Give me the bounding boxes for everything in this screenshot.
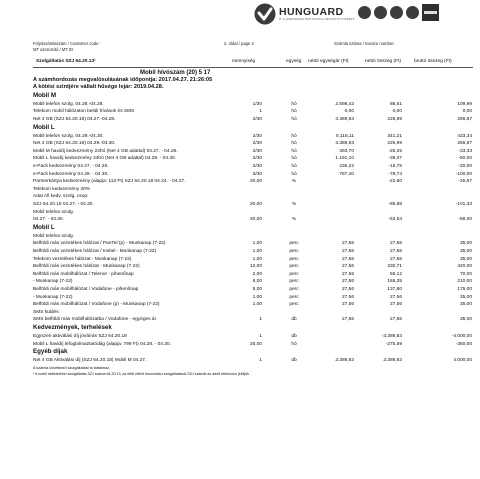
row-description: Mobil telefon szolg. 04.29.-04.30.	[33, 133, 104, 139]
row-quantity: 2/30	[252, 117, 262, 122]
table-row	[0, 77, 480, 84]
row-gross-total: -68,00	[458, 217, 472, 223]
row-net-total: 165,35	[387, 279, 402, 285]
row-description: Net 4 GB Aktiválási díj (SZJ 64.20.18) Mobil M 04.27.	[33, 358, 147, 364]
row-unit: perc	[289, 287, 299, 292]
row-net-total: 225,99	[387, 117, 402, 122]
row-unit: hó	[291, 171, 297, 177]
row-gross-total: 109,99	[457, 101, 472, 107]
row-net-total: -78,74	[388, 171, 402, 177]
row-gross-total: 35,00	[459, 241, 472, 247]
row-description: Mobil L	[33, 223, 55, 231]
row-net-unit-price: 27,56	[341, 271, 354, 277]
row-quantity: 1,00	[252, 302, 262, 308]
row-net-total: 3.389,83	[383, 358, 402, 364]
row-unit: hó	[291, 341, 297, 347]
row-description: Belföldi más vezetékes hálózat / Invitel - Munkanap (7-22)	[33, 249, 157, 254]
row-description: Mobil telefon szolg. 04.28.-04.28.	[33, 101, 104, 107]
row-description: A számhordozás megvalósulásának időpontja: 2017.04.27. 21:26:05	[33, 77, 213, 83]
row-description: Egyszeri aktiválási díj jóváírás SZJ 64.20.18	[33, 334, 127, 339]
section-header	[0, 124, 480, 132]
header-divider	[33, 67, 473, 68]
row-gross-total: -50,00	[458, 156, 472, 162]
row-description: - Munkanap (7-22)	[33, 279, 73, 285]
row-description: SMS belföldi más mobilhálózatba / Vodafone - egyéges ár	[33, 317, 157, 323]
section-header	[0, 348, 480, 356]
row-net-total: -3.389,83	[381, 334, 402, 339]
table-row	[0, 357, 480, 364]
row-description: SZJ 64.20.18 04.27. - 04.30.	[33, 202, 94, 207]
row-description: Mobil M	[33, 91, 57, 99]
row-net-total: -85,88	[388, 202, 402, 207]
row-net-total: -22,60	[388, 179, 402, 185]
row-net-unit-price: 2.598,43	[335, 101, 354, 107]
row-net-total: 330,71	[387, 264, 402, 270]
row-gross-total: 210,00	[457, 279, 472, 285]
row-quantity: 1	[259, 334, 262, 339]
row-quantity: 1	[259, 109, 262, 115]
table-row	[0, 286, 480, 293]
row-unit: perc	[289, 256, 299, 262]
col-unit: egység	[286, 59, 302, 64]
row-unit: perc	[289, 264, 299, 270]
table-row	[0, 201, 480, 208]
table-row	[0, 163, 480, 170]
row-description: Mobil M havidíj kedvezmény 24hó (Net 4 GB adattal) 04.27. - 04.28.	[33, 148, 178, 154]
row-quantity: 20,00	[249, 341, 262, 347]
table-row	[0, 316, 480, 323]
row-gross-total: -4.000,00	[451, 334, 472, 339]
row-unit: %	[291, 217, 297, 223]
row-description: Mobil telefon szolg.	[33, 209, 75, 215]
table-row	[140, 70, 480, 77]
table-row	[0, 193, 480, 200]
row-unit: db	[291, 358, 297, 364]
row-description: A számla következő szolgáltatást is tartalmaz.	[33, 365, 111, 370]
row-net-total: -39,37	[388, 156, 402, 162]
row-description: e-Pack kedvezmény 04.29. - 04.30.	[33, 171, 109, 177]
row-net-unit-price: 1.181,10	[335, 156, 354, 162]
row-unit: hó	[291, 133, 297, 139]
row-gross-total: -350,00	[455, 341, 472, 347]
row-quantity: 2,00	[252, 271, 262, 277]
row-net-total: 27,56	[389, 317, 402, 323]
row-net-unit-price: 27,56	[341, 279, 354, 285]
row-gross-total: -26,67	[458, 179, 472, 185]
row-unit: hó	[291, 164, 297, 169]
row-net-unit-price: 27,56	[341, 256, 354, 262]
brand-name: HUNGUARD	[279, 5, 344, 18]
row-net-total: 0,00	[392, 109, 402, 115]
certification-badge-icon	[374, 6, 387, 19]
row-quantity: 1	[259, 317, 262, 323]
row-net-unit-price: 27,56	[341, 287, 354, 292]
section-header	[0, 92, 480, 100]
row-net-unit-price: 27,56	[341, 241, 354, 247]
row-quantity: 2/30	[252, 141, 262, 147]
table-header	[0, 60, 480, 66]
row-unit: perc	[289, 302, 299, 308]
row-gross-total: 35,00	[459, 256, 472, 262]
table-row	[0, 171, 480, 178]
row-gross-total: 35,00	[459, 317, 472, 323]
row-description: Net 4 GB (SZJ 64.20.18) 04.27.-04.28.	[33, 117, 116, 122]
row-quantity: 2/30	[252, 156, 262, 162]
row-description: Mobil hívószám (20) 5 17	[140, 70, 211, 76]
row-gross-total: -33,33	[458, 148, 472, 154]
table-row	[0, 248, 480, 255]
table-row	[0, 278, 480, 285]
col-net-total: nettó összeg (Ft)	[365, 59, 401, 64]
row-net-unit-price: 27,56	[341, 264, 354, 270]
row-unit: hó	[291, 141, 297, 147]
row-net-total: 86,61	[389, 101, 402, 107]
row-description: ¹ A mobil rádiótelefon szolgáltatás SZJ száma 64.20.13, az ettől eltérő besorolású szolgáltatások SZJ számát az adott tételsoron jelöljük.	[33, 371, 250, 376]
table-row	[0, 233, 480, 240]
col-quantity: mennyiség	[232, 59, 256, 64]
row-net-total: 225,99	[387, 141, 402, 147]
col-gross-total: bruttó összeg (Ft)	[414, 59, 452, 64]
row-net-total: 55,12	[389, 271, 402, 277]
brand-tagline: IT & HARDWARE BIZTONSÁGI MINŐSÍTŐ INTÉZET	[279, 17, 355, 22]
table-row	[0, 263, 480, 270]
table-row	[0, 108, 480, 115]
row-net-unit-price: 27,56	[341, 249, 354, 254]
row-net-total: -275,59	[385, 341, 402, 347]
row-unit: db	[291, 334, 297, 339]
col-net-unit-price: nettó egységár (Ft)	[308, 59, 349, 64]
brand-logo	[254, 3, 355, 25]
row-net-unit-price: 27,56	[341, 302, 354, 308]
row-unit: hó	[291, 101, 297, 107]
table-row	[0, 116, 480, 123]
row-net-unit-price: 27,56	[341, 294, 354, 300]
row-gross-total: 35,00	[459, 249, 472, 254]
row-unit: perc	[289, 294, 299, 300]
row-quantity: 1,00	[252, 249, 262, 254]
row-gross-total: 420,00	[457, 264, 472, 270]
row-quantity: 20,00	[249, 217, 262, 223]
table-row	[0, 333, 480, 340]
row-description: Telekom vezetékes hálózat - Munkanap (7-22)	[33, 256, 132, 262]
row-unit: db	[291, 317, 297, 323]
row-net-unit-price: 27,56	[341, 317, 354, 323]
table-row	[0, 148, 480, 155]
table-row	[0, 309, 480, 316]
mt-id-label: MT azonosító / MT ID	[33, 47, 74, 52]
row-gross-total: 266,67	[457, 117, 472, 122]
table-row	[0, 256, 480, 263]
row-description: Belföldi más mobilhálózat / Vodafone - pihenőnap	[33, 287, 139, 292]
row-description: 04.27. - 04.30.	[33, 217, 64, 223]
row-unit: hó	[291, 148, 297, 154]
table-row	[0, 209, 480, 216]
row-unit: perc	[289, 271, 299, 277]
service-label: Szolgáltatás SZJ 64.20.13¹	[36, 59, 96, 64]
table-row	[0, 133, 480, 140]
certification-badge-icon	[390, 6, 403, 19]
row-quantity: 1,00	[252, 294, 262, 300]
section-header	[0, 224, 480, 232]
row-net-total: 137,80	[387, 287, 402, 292]
table-row	[0, 155, 480, 162]
row-quantity: 5,00	[252, 287, 262, 292]
table-row	[0, 240, 480, 247]
row-unit: perc	[289, 241, 299, 247]
certification-badge-icon	[358, 6, 371, 19]
row-gross-total: 175,00	[457, 287, 472, 292]
row-quantity: 2/30	[252, 148, 262, 154]
row-description: Partnerkártya kedvezmény (alapja: 113 Ft) SZJ 64.20.18 04.24. - 04.27.	[33, 179, 186, 185]
row-description: Mobil L	[33, 123, 55, 131]
row-description: Mobil telefon szolg.	[33, 233, 75, 239]
row-description: Kedvezmények, terhelések	[33, 324, 112, 331]
row-unit: perc	[289, 249, 299, 254]
row-net-total: 27,56	[389, 249, 402, 254]
invoice-number-label: Számla száma / Invoice number:	[334, 41, 395, 46]
row-net-unit-price: 3.389,83	[335, 141, 354, 147]
section-header	[0, 324, 480, 332]
table-row	[0, 301, 480, 308]
row-net-total: 27,56	[389, 256, 402, 262]
row-description: e-Pack kedvezmény 04.27. - 04.28.	[33, 164, 109, 169]
table-row	[0, 186, 480, 193]
row-quantity: 1	[259, 358, 262, 364]
row-net-total: -26,25	[388, 148, 402, 154]
row-description: A kötési szintjére vállalt hűsége lejár: 2019.04.28.	[33, 84, 164, 91]
row-quantity: 12,00	[249, 264, 262, 270]
table-row	[0, 271, 480, 278]
table-row	[0, 178, 480, 185]
row-gross-total: 70,00	[459, 271, 472, 277]
certification-badge-icon	[406, 6, 419, 19]
row-quantity: 2/30	[252, 133, 262, 139]
page-label: 2. oldal / page 2	[224, 41, 254, 46]
table-row	[0, 341, 480, 348]
row-description: Belföldi más vezetékes hálózat / PanTel (p) - Munkanap (7-22)	[33, 241, 166, 247]
row-description: SMS küldés	[33, 309, 59, 315]
row-net-total: 27,56	[389, 302, 402, 308]
row-quantity: 1/30	[252, 101, 262, 107]
row-gross-total: -101,33	[455, 202, 472, 207]
certification-badges	[358, 6, 439, 23]
row-description: Telekom kedvezmény 20%	[33, 186, 91, 192]
row-net-total: 27,56	[389, 241, 402, 247]
table-row	[0, 216, 480, 223]
row-description: Belföldi más mobilhálózat / Telenor - pihenőnap	[33, 271, 134, 277]
row-gross-total: 35,00	[459, 302, 472, 308]
row-unit: %	[291, 179, 297, 185]
row-unit: %	[291, 202, 297, 207]
table-row	[0, 371, 480, 378]
row-net-unit-price: 5.118,11	[336, 133, 354, 139]
row-gross-total: 0,00	[462, 109, 472, 115]
row-quantity: 1,00	[252, 256, 262, 262]
row-description: Telekom mobil hálózaton belüli hívások és SMS	[33, 109, 135, 115]
row-description: Belföldi más vezetékes hálózat - Munkanap (7-22)	[33, 264, 140, 270]
row-unit: hó	[291, 117, 297, 122]
row-net-total: 27,56	[389, 294, 402, 300]
row-description: Mobil L havidíj lefoglalmaztatódág (alapja: 799 Ft) 04.28. - 04.30.	[33, 341, 171, 347]
row-gross-total: 35,00	[459, 294, 472, 300]
row-net-unit-price: 3.389,83	[335, 358, 354, 364]
row-unit: hó	[291, 156, 297, 162]
row-description: - Munkanap (7-22)	[33, 294, 73, 300]
row-net-total: -15,75	[388, 164, 402, 169]
row-net-total: -53,54	[388, 217, 402, 223]
table-row	[0, 140, 480, 147]
customer-code-label: Folyószámlaszám / Customer code :	[33, 41, 101, 46]
row-quantity: 1,00	[252, 241, 262, 247]
row-gross-total: -100,00	[455, 171, 472, 177]
row-description: Belföldi más mobilhálózat / Vodafone (p) - Munkanap (7-22)	[33, 302, 160, 308]
row-net-unit-price: 0,00	[344, 109, 354, 115]
row-gross-total: 433,34	[457, 133, 472, 139]
row-quantity: 3/30	[252, 171, 262, 177]
table-row	[0, 101, 480, 108]
certification-box-icon	[422, 4, 439, 21]
row-quantity: 20,00	[249, 202, 262, 207]
row-net-unit-price: 393,70	[339, 148, 354, 154]
row-gross-total: 266,67	[457, 141, 472, 147]
table-row	[0, 294, 480, 301]
row-unit: hó	[291, 109, 297, 115]
table-row	[0, 84, 480, 91]
row-gross-total: 4.000,00	[453, 358, 472, 364]
row-net-total: 341,21	[387, 133, 402, 139]
row-description: Adat All kedv. szolg. csop:	[33, 194, 89, 200]
row-net-unit-price: 787,40	[339, 171, 354, 177]
row-description: Net 4 GB (SZJ 64.20.18) 04.29.-04.30.	[33, 141, 116, 147]
row-quantity: 6,00	[252, 279, 262, 285]
row-net-unit-price: 3.389,83	[335, 117, 354, 122]
row-unit: perc	[289, 279, 299, 285]
row-net-unit-price: 236,22	[339, 164, 354, 169]
hunguard-logo-icon	[254, 3, 276, 25]
row-description: Egyéb díjak	[33, 348, 68, 356]
row-quantity: 2/30	[252, 164, 262, 169]
row-description: Mobil L havidíj kedvezmény 24hó (Net 4 GB adattal) 04.29. - 04.30.	[33, 156, 177, 162]
row-gross-total: -20,00	[458, 164, 472, 169]
page-header	[0, 0, 480, 32]
row-quantity: 20,00	[249, 179, 262, 185]
